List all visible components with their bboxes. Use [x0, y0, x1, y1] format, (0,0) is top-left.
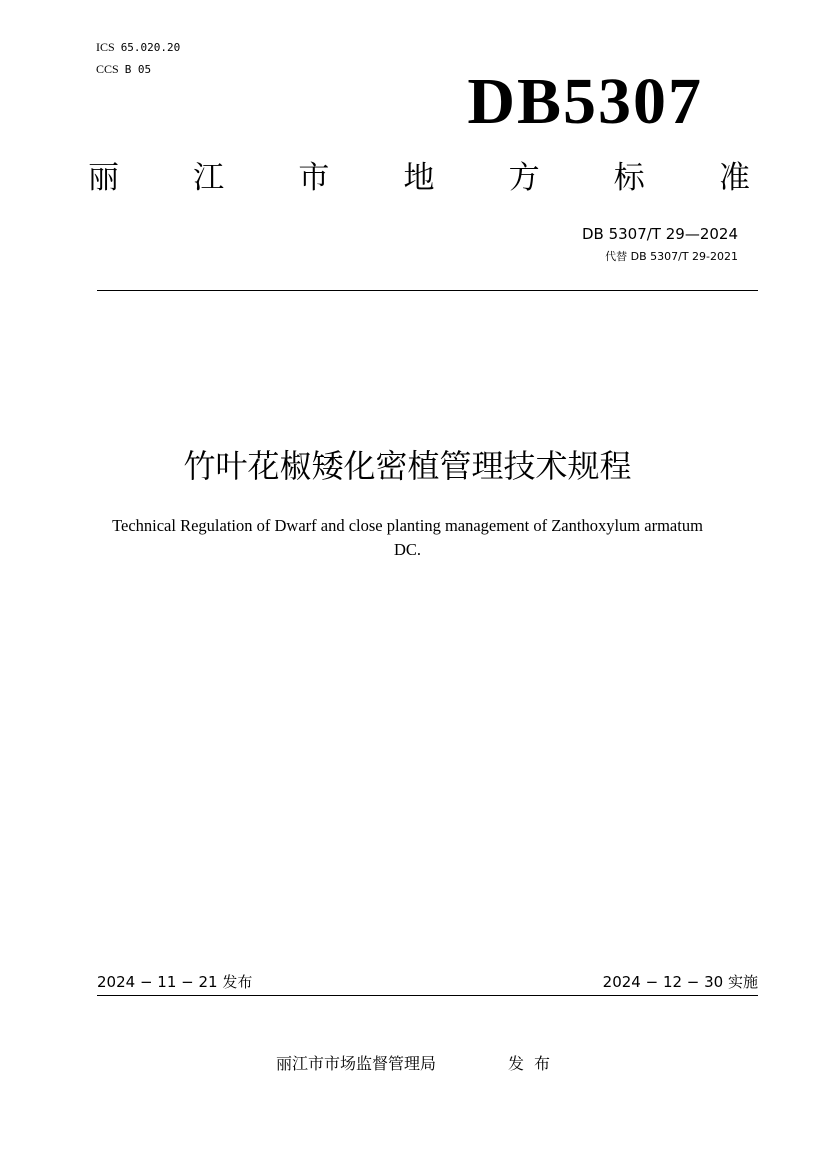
publish-label: 发布 — [508, 1054, 561, 1073]
dates-divider — [97, 995, 758, 996]
header-divider — [97, 290, 758, 291]
ccs-label: CCS — [96, 62, 119, 76]
ics-classification — [96, 40, 180, 55]
ccs-classification — [96, 62, 151, 77]
standard-type-char: 市 — [298, 160, 330, 196]
db-code-heading: DB5307 — [467, 65, 703, 138]
implementation-date: 2024 − 12 − 30 实施 — [602, 973, 758, 991]
replaces-note: 代替 DB 5307/T 29-2021 — [605, 250, 738, 263]
issue-date: 2024 − 11 − 21 发布 — [97, 973, 253, 991]
standard-type-char: 方 — [508, 160, 540, 196]
publisher-name: 丽江市市场监督管理局 — [276, 1054, 437, 1073]
ics-label: ICS — [96, 40, 115, 54]
document-title-chinese: 竹叶花椒矮化密植管理技术规程 — [183, 447, 632, 485]
standard-type-heading — [88, 156, 750, 200]
standard-type-char: 地 — [403, 160, 435, 196]
ccs-value: B 05 — [124, 63, 152, 76]
standard-type-char: 准 — [718, 160, 750, 196]
document-title-english: Technical Regulation of Dwarf and close planting management of Zanthoxylum armatum DC. — [112, 516, 703, 559]
standard-type-char: 丽 — [88, 160, 119, 196]
standard-type-char: 江 — [193, 160, 225, 196]
standard-number: DB 5307/T 29—2024 — [581, 225, 738, 243]
ics-value: 65.020.20 — [120, 41, 181, 54]
standard-type-char: 标 — [613, 160, 645, 196]
